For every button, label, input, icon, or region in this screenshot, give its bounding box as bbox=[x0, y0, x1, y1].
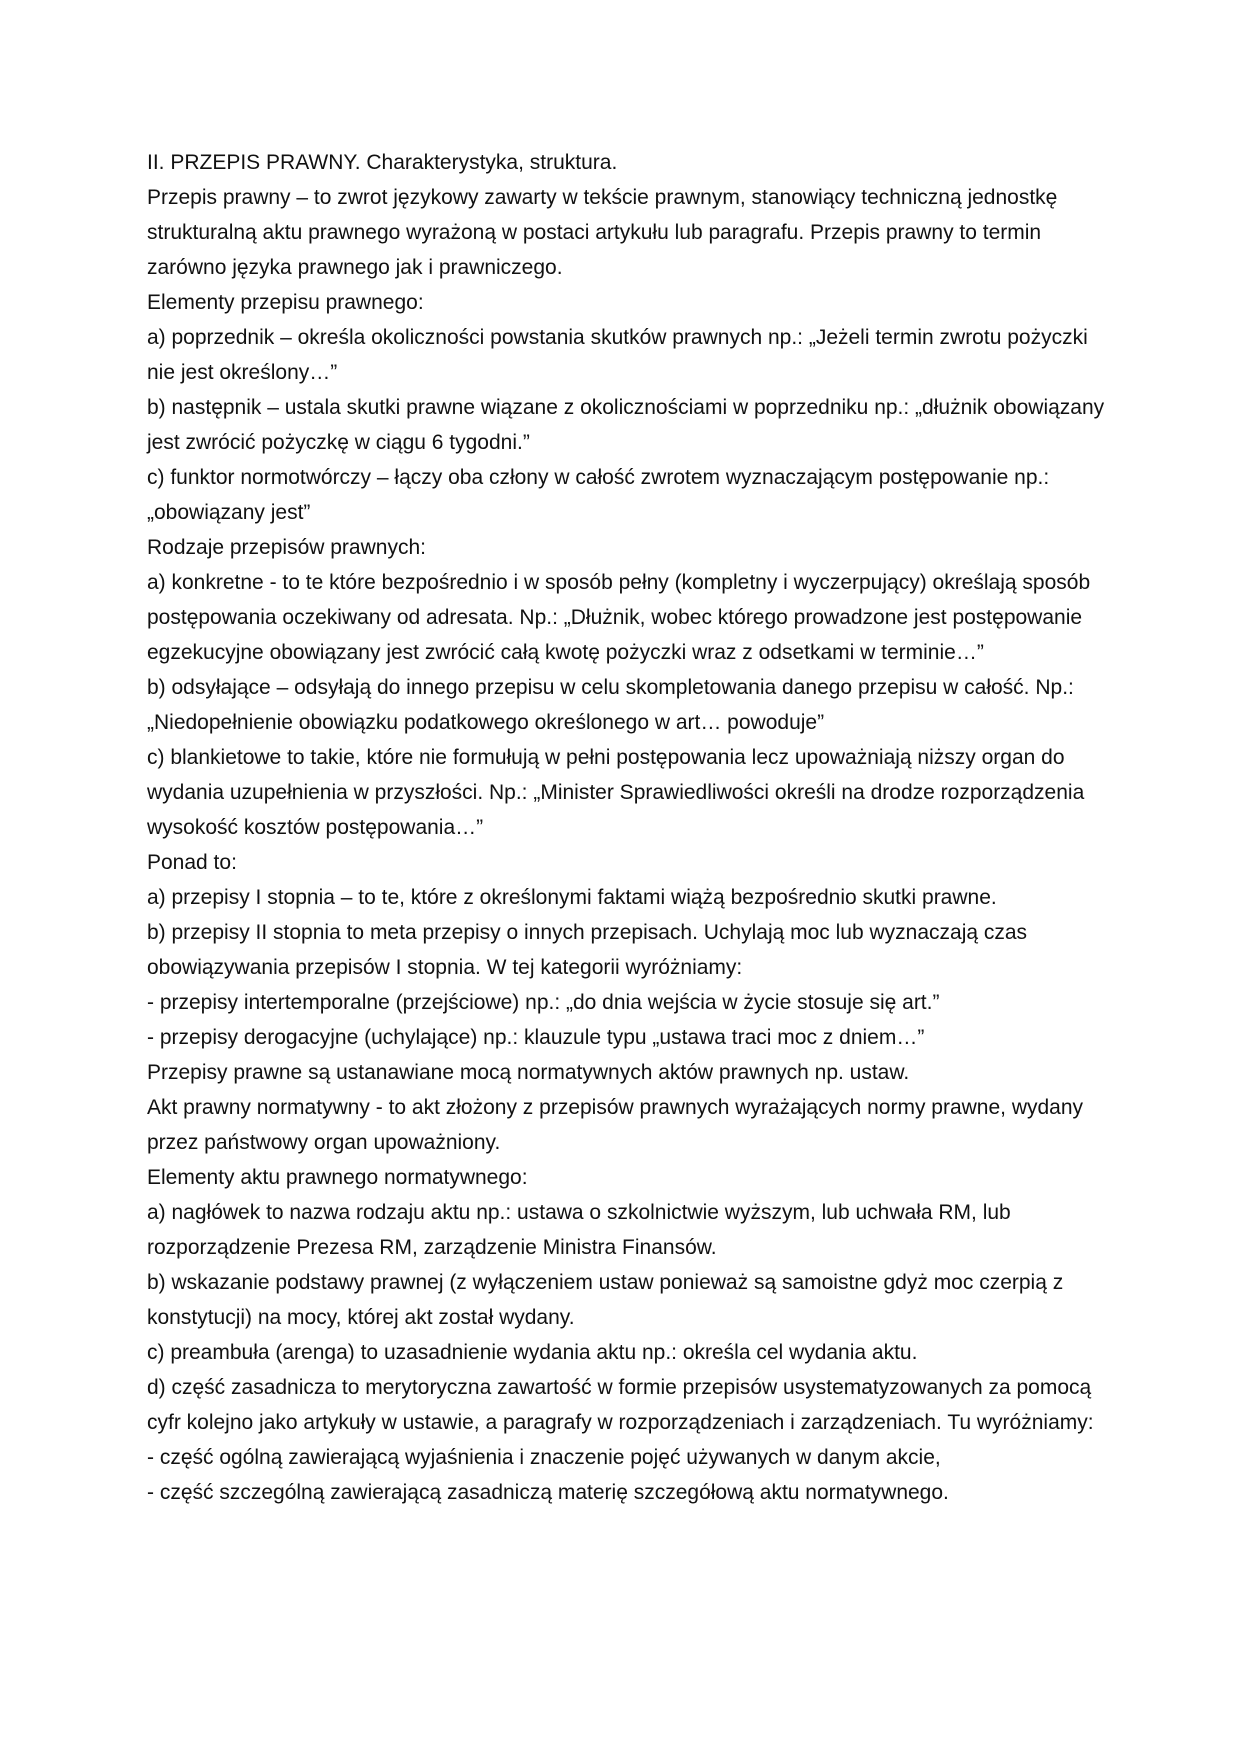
paragraph-types-heading: Rodzaje przepisów prawnych: bbox=[147, 536, 426, 559]
paragraph-elements-heading: Elementy przepisu prawnego: bbox=[147, 291, 424, 314]
paragraph-first-degree: a) przepisy I stopnia – to te, które z określonymi faktami wiążą bezpośrednio skutki prawne. bbox=[147, 886, 997, 909]
paragraph-konkretne: a) konkretne - to te które bezpośrednio i w sposób pełny (kompletny i wyczerpujący) określają sposób postępowania oczekiwany od adresata. Np.: „Dłużnik, wobec którego prowadzone jest postępowanie egzekucyjne obowiązany jest zwrócić całą kwotę pożyczki wraz z odsetkami w terminie…” bbox=[147, 571, 1096, 664]
paragraph-general-part: - część ogólną zawierającą wyjaśnienia i znaczenie pojęć używanych w danym akcie, bbox=[147, 1446, 941, 1469]
paragraph-main-part: d) część zasadnicza to merytoryczna zawartość w formie przepisów usystematyzowanych za pomocą cyfr kolejno jako artykuły w ustawie, a paragrafy w rozporządzeniach i zarządzeniach. Tu wyróżniamy: bbox=[147, 1376, 1098, 1434]
paragraph-ponad-to: Ponad to: bbox=[147, 851, 237, 874]
paragraph-intertemporal: - przepisy intertemporalne (przejściowe) np.: „do dnia wejścia w życie stosuje się art.” bbox=[147, 991, 940, 1014]
paragraph-derogation: - przepisy derogacyjne (uchylające) np.: klauzule typu „ustawa traci moc z dniem…” bbox=[147, 1026, 925, 1049]
paragraph-legal-basis: b) wskazanie podstawy prawnej (z wyłączeniem ustaw ponieważ są samoistne gdyż moc czerpią z konstytucji) na mocy, której akt został wydany. bbox=[147, 1271, 1070, 1329]
paragraph-funktor: c) funktor normotwórczy – łączy oba człony w całość zwrotem wyznaczającym postępowanie np.: „obowiązany jest” bbox=[147, 466, 1056, 524]
paragraph-established: Przepisy prawne są ustanawiane mocą normatywnych aktów prawnych np. ustaw. bbox=[147, 1061, 910, 1084]
section-heading: II. PRZEPIS PRAWNY. Charakterystyka, struktura. bbox=[147, 151, 618, 174]
paragraph-act-elements-heading: Elementy aktu prawnego normatywnego: bbox=[147, 1166, 528, 1189]
paragraph-poprzednik: a) poprzednik – określa okoliczności powstania skutków prawnych np.: „Jeżeli termin zwrotu pożyczki nie jest określony…” bbox=[147, 326, 1094, 384]
paragraph-specific-part: - część szczególną zawierającą zasadniczą materię szczegółową aktu normatywnego. bbox=[147, 1481, 949, 1504]
paragraph-normative-act: Akt prawny normatywny - to akt złożony z przepisów prawnych wyrażających normy prawne, wydany przez państwowy organ upoważniony. bbox=[147, 1096, 1089, 1154]
paragraph-odsylajace: b) odsyłające – odsyłają do innego przepisu w celu skompletowania danego przepisu w całość. Np.: „Niedopełnienie obowiązku podatkowego określonego w art… powoduje” bbox=[147, 676, 1080, 734]
document-body bbox=[147, 145, 1111, 1510]
paragraph-definition: Przepis prawny – to zwrot językowy zawarty w tekście prawnym, stanowiący techniczną jednostkę strukturalną aktu prawnego wyrażoną w postaci artykułu lub paragrafu. Przepis prawny to termin zarówno języka prawnego jak i prawniczego. bbox=[147, 186, 1064, 279]
paragraph-blankietowe: c) blankietowe to takie, które nie formułują w pełni postępowania lecz upoważniają niższy organ do wydania uzupełnienia w przyszłości. Np.: „Minister Sprawiedliwości określi na drodze rozporządzenia wysokość kosztów postępowania…” bbox=[147, 746, 1091, 839]
paragraph-naglowek: a) nagłówek to nazwa rodzaju aktu np.: ustawa o szkolnictwie wyższym, lub uchwała RM, lub rozporządzenie Prezesa RM, zarządzenie Ministra Finansów. bbox=[147, 1201, 1017, 1259]
paragraph-nastepnik: b) następnik – ustala skutki prawne wiązane z okolicznościami w poprzedniku np.: „dłużnik obowiązany jest zwrócić pożyczkę w ciągu 6 tygodni.” bbox=[147, 396, 1111, 454]
paragraph-second-degree: b) przepisy II stopnia to meta przepisy o innych przepisach. Uchylają moc lub wyznaczają czas obowiązywania przepisów I stopnia. W tej kategorii wyróżniamy: bbox=[147, 921, 1033, 979]
paragraph-preambula: c) preambuła (arenga) to uzasadnienie wydania aktu np.: określa cel wydania aktu. bbox=[147, 1341, 918, 1364]
